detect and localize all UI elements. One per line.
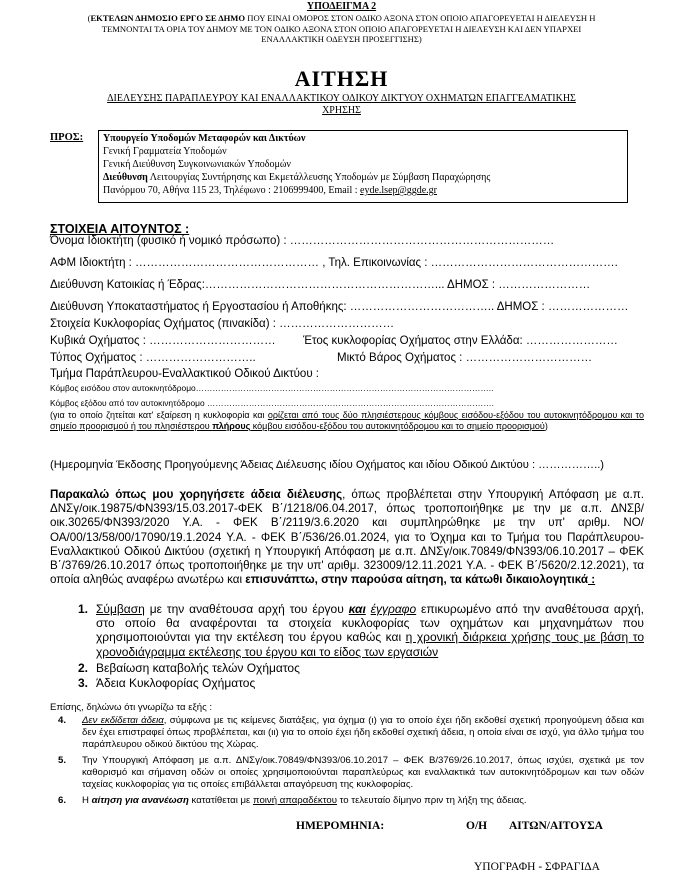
declaration-4: 4. Δεν εκδίδεται άδεια, σύμφωνα με τις κείμενες διατάξεις, για όχημα (ι) για το οποίο έχει ήδη εκδοθεί σχετική προηγούμενη άδεια και δεν έχει επιστραφεί όπως προβλέπεται, και (ιι) για το οποίο έχει ήδη εκδοθεί σχετική άδεια, η οποία είναι σε ισχύ, για άλλο τμήμα του παράπλευρου οδικού δικτύου της Χώρας.: [58, 715, 644, 750]
oh-label: Ο/Η: [466, 820, 488, 832]
cc-field[interactable]: Κυβικά Οχήματος : ……………………………: [50, 335, 276, 347]
type-field[interactable]: Τύπος Οχήματος : ………………………..: [50, 352, 256, 364]
exit-node-field[interactable]: Κόμβος εξόδου από τον αυτοκινητόδρομο ………………………………………………………………………………………….: [50, 398, 495, 408]
recipient-line3: Γενική Διεύθυνση Συγκοινωνιακών Υποδομών: [103, 159, 291, 170]
entry-node-field[interactable]: Κόμβος εισόδου στον αυτοκινητόδρομο……………………………………………………………………………………………..: [50, 383, 494, 393]
recipient-address: Πανόρμου 70, Αθήνα 115 23, Τηλέφωνο : 2106999400, Email : eyde.lsep@ggde.gr: [103, 185, 437, 196]
applicant-heading: ΣΤΟΙΧΕΙΑ ΑΙΤΟΥΝΤΟΣ :: [50, 222, 190, 236]
recipient-directorate: Διεύθυνση Λειτουργίας Συντήρησης και Εκμετάλλευσης Υποδομών με Σύμβαση Παραχώρησης: [103, 172, 491, 183]
previous-permit-field[interactable]: (Ημερομηνία Έκδοσης Προηγούμενης Άδειας Διέλευσης ιδίου Οχήματος και ιδίου Οδικού Δικτύου : ……………..): [50, 459, 605, 471]
attachment-item-1: 1. Σύμβαση με την αναθέτουσα αρχή του έργου και έγγραφο επικυρωμένο από την αναθέτουσα αρχή, στο οποίο θα αναφέρονται τα στοιχεία κυκλοφορίας των οχημάτων και μηχανημάτων που χρησιμοποιούνται για την εκτέλεση του έργου καθώς και η χρονική διάρκεια χρήσης τους με βάση το χρονοδιάγραμμα εκτέλεσης του έργου και το είδος των εργασιών: [78, 602, 644, 659]
road-section-label: Τμήμα Παράπλευρου-Εναλλακτικού Οδικού Δικτύου :: [50, 368, 320, 380]
recipient-label: ΠΡΟΣ:: [50, 132, 84, 143]
section-note: (για το οποίο ζητείται κατ' εξαίρεση η κυκλοφορία και ορίζεται από τους δύο πλησιέστερους κόμβους εισόδου-εξόδου του αυτοκινητόδρομου και το σημείο προορισμού ή του πλησιέστερου πλήρους κόμβου εισόδου-εξόδου του αυτοκινητόδρομου και το σημείο προορισμού): [50, 410, 644, 431]
recipient-email-link[interactable]: eyde.lsep@ggde.gr: [360, 185, 437, 196]
example-label: ΥΠΟΔΕΙΓΜΑ 2: [306, 1, 377, 12]
afm-phone-field[interactable]: ΑΦΜ Ιδιοκτήτη : ………………………………………… , Τηλ. Επικοινωνίας : ………………………………………….: [50, 257, 618, 269]
declaration-6: 6. Η αίτηση για ανανέωση κατατίθεται με ποινή απαραδέκτου το τελευταίο δίμηνο πριν τη λήξη της άδειας.: [58, 795, 527, 806]
residence-field[interactable]: Διεύθυνση Κατοικίας ή Έδρας:……………………………………………………... ΔΗΜΟΣ : ……………………: [50, 279, 591, 291]
declarations-intro: Επίσης, δηλώνω ότι γνωρίζω τα εξής :: [50, 702, 213, 713]
recipient-ministry: Υπουργείο Υποδομών Μεταφορών και Δικτύων: [103, 133, 306, 144]
request-paragraph: Παρακαλώ όπως μου χορηγήσετε άδεια διέλευσης, όπως προβλέπεται στην Υπουργική Απόφαση με α.π. ΔΝΣγ/οικ.19875/ΦΝ393/15.03.2017-ΦΕΚ Β΄/1218/06.04.2017, όπως τροποποιήθηκε με την με α.π. ΔΝΣβ/οικ.30265/ΦΝ393/2020 Υ.Α. - ΦΕΚ Β΄/2119/3.6.2020 και συμπληρώθηκε με την υπ' αριθμ. ΝΟ/ΟΑ/00/13/58/00/17090/19.1.2024 Υ.Α. - ΦΕΚ Β΄/536/26.01.2024, για το Όχημα και το Τμήμα του Παράπλευρου-Εναλλακτικού Οδικού Δικτύου (σχετική η Υπουργική Απόφαση με α.π. ΔΝΣγ/οικ.70849/ΦΝ393/06.10.2017 – ΦΕΚ Β΄/3769/26.10.2017 όπως τροποποιήθηκε με την υπ' αριθμ. 323009/12.11.2021 Υ.Α. - ΦΕΚ Β΄/5620/2.12.2021), τα οποία αληθώς αναφέρω ανωτέρω και επισυνάπτω, στην παρούσα αίτηση, τα κάτωθι δικαιολογητικά :: [50, 488, 644, 587]
branch-field[interactable]: Διεύθυνση Υποκαταστήματος ή Εργοστασίου ή Αποθήκης: ……………………………….. ΔΗΜΟΣ : …………………: [50, 301, 629, 313]
recipient-box: [98, 130, 628, 203]
recipient-line2: Γενική Γραμματεία Υποδομών: [103, 146, 227, 157]
declaration-5: 5. Την Υπουργική Απόφαση με α.π. ΔΝΣγ/οικ.70849/ΦΝ393/06.10.2017 – ΦΕΚ Β/3769/26.10.2017, όπως ισχύει, σχετικά με τον καθορισμό και σήμανση οδών οι οποίες χρησιμοποιούνται παραπλεύρως και εναλλακτικά των αυτοκινητόδρομων και των οδών ταχείας κυκλοφορίας για τις οποίες επιβάλλεται απαγόρευση της κυκλοφορίας.: [58, 755, 644, 790]
date-label: ΗΜΕΡΟΜΗΝΙΑ:: [296, 820, 385, 832]
signature-stamp-label: ΥΠΟΓΡΑΦΗ - ΣΦΡΑΓΙΔΑ: [474, 861, 600, 873]
document-subtitle: (ΕΚΤΕΛΩΝ ΔΗΜΟΣΙΟ ΕΡΓΟ ΣΕ ΔΗΜΟ ΠΟΥ ΕΙΝΑΙ ΟΜΟΡΟΣ ΣΤΟΝ ΟΔΙΚΟ ΑΞΟΝΑ ΣΤΟΝ ΟΠΟΙΟ ΑΠΑΓΟΡΕΥΕΤΑΙ Η ΔΙΕΛΕΥΣΗ Η ΤΕΜΝΟΝΤΑΙ ΤΑ ΟΡΙΑ ΤΟΥ ΔΗΜΟΥ ΜΕ ΤΟΝ ΟΔΙΚΟ ΑΞΟΝΑ ΣΤΟΝ ΟΠΟΙΟ ΑΠΑΓΟΡΕΥΕΤΑΙ Η ΔΙΕΛΕΥΣΗ ΚΑΙ ΔΕΝ ΥΠΑΡΧΕΙ ΕΝΑΛΛΑΚΤΙΚΗ ΟΔΕΥΣΗ ΠΡΟΣΕΓΓΙΣΗΣ): [87, 13, 596, 44]
page-title-sub: ΔΙΕΛΕΥΣΗΣ ΠΑΡΑΠΛΕΥΡΟΥ ΚΑΙ ΕΝΑΛΛΑΚΤΙΚΟΥ ΟΔΙΚΟΥ ΔΙΚΤΥΟΥ ΟΧΗΜΑΤΩΝ ΕΠΑΓΓΕΛΜΑΤΙΚΗΣ ΧΡΗΣΗΣ: [107, 93, 576, 116]
plates-field[interactable]: Στοιχεία Κυκλοφορίας Οχήματος (πινακίδα) : …………………………: [50, 318, 395, 330]
attachment-item-2: 2. Βεβαίωση καταβολής τελών Οχήματος: [78, 661, 300, 675]
applicant-label: ΑΙΤΩΝ/ΑΙΤΟΥΣΑ: [509, 820, 603, 832]
attachment-item-3: 3. Άδεια Κυκλοφορίας Οχήματος: [78, 676, 256, 690]
owner-name-field[interactable]: Όνομα Ιδιοκτήτη (φυσικό ή νομικό πρόσωπο) : ……………………………………………………………: [50, 235, 555, 247]
weight-field[interactable]: Μικτό Βάρος Οχήματος : ……………………………: [337, 352, 593, 364]
page-title: ΑΙΤΗΣΗ: [294, 66, 389, 91]
year-field[interactable]: Έτος κυκλοφορίας Οχήματος στην Ελλάδα: ……………………: [303, 335, 618, 347]
